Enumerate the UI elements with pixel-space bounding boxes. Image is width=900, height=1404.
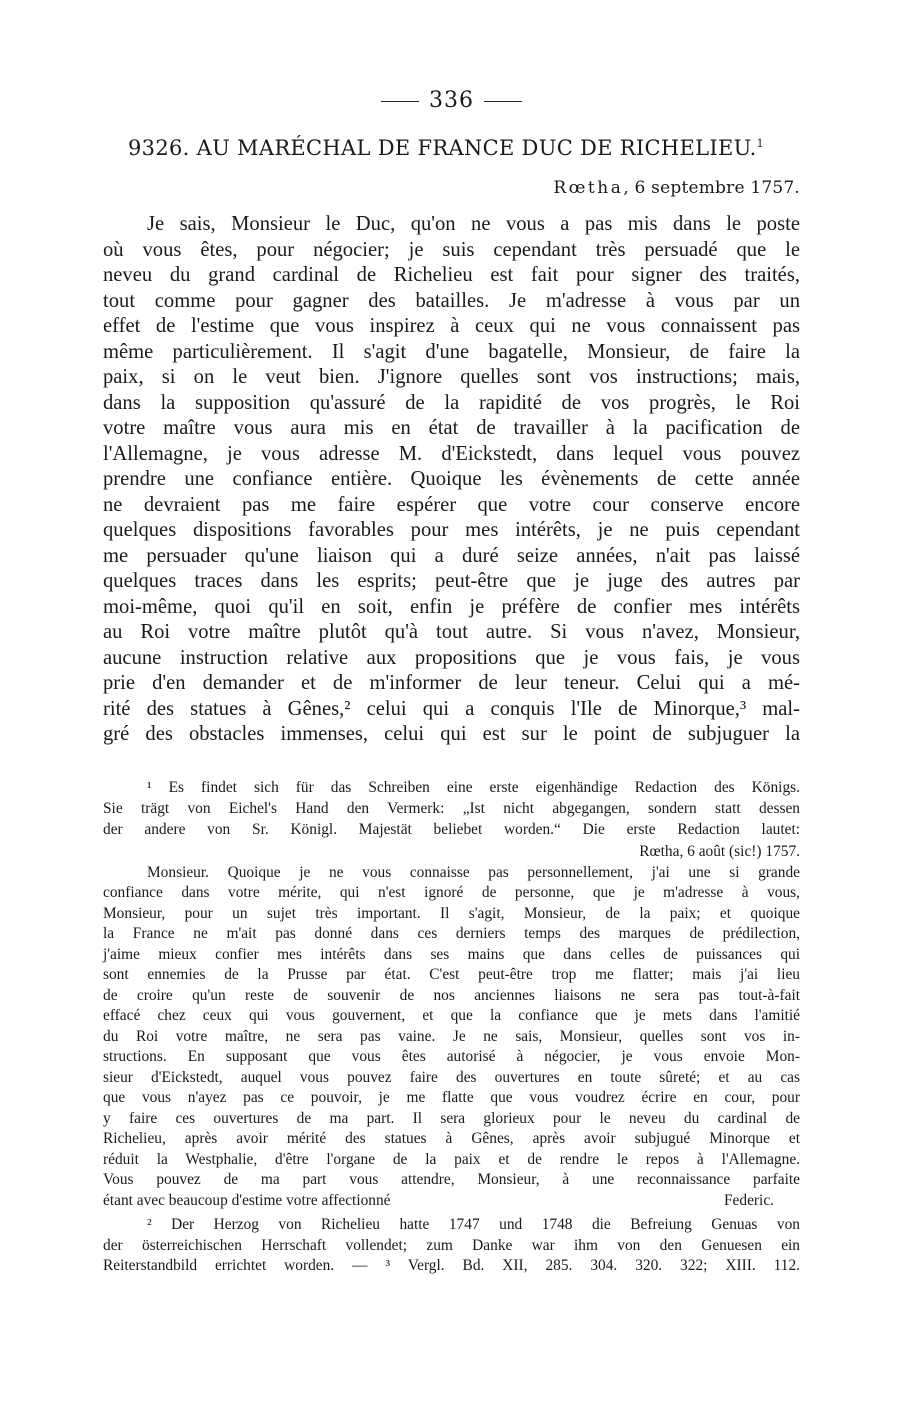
body-line: me persuader qu'une liaison qui a duré seize années, n'ait pas laissé [103,544,800,567]
body-line: quelques traces dans les esprits; peut-être que je juge des autres par [103,570,800,592]
footnote-line: ¹ Es findet sich für das Schreiben eine erste eigenhändige Redaction des Königs. [147,779,800,796]
page-number-value: 336 [429,88,474,113]
page-number-dash-right [484,101,522,102]
footnote-line: Sie trägt von Eichel's Hand den Vermerk: „Ist nicht abgegangen, sondern statt dessen [103,800,800,818]
body-line: paix, si on le veut bien. J'ignore quelles sont vos instructions; mais, [103,366,800,388]
body-line: gré des obstacles immenses, celui qui est sur le point de subjuguer la [103,723,800,745]
draft-line: Monsieur. Quoique je ne vous connaisse pas personnellement, j'ai une si grande [147,863,800,881]
footnote-line: ² Der Herzog von Richelieu hatte 1747 und 1748 die Befreiung Genuas von [147,1216,800,1234]
draft-line: Richelieu, après avoir mérité des statues à Gênes, après avoir subjugué Minorque et [103,1130,800,1148]
footnotes [103,778,800,1277]
footnote-line: der andere von Sr. Königl. Majestät beliebet worden.“ Die erste Redaction lautet: [103,821,800,839]
body-line: votre maître vous aura mis en état de travailler à la pacification de [103,417,800,439]
body-line: où vous êtes, pour négocier; je suis cependant très persuadé que le [103,238,800,261]
body-line: dans la supposition qu'assuré de la rapidité de vos progrès, le Roi [103,391,800,414]
body-line: tout comme pour gagner des batailles. Je m'adresse à vous par un [103,289,800,312]
draft-line: la France ne m'ait pas donné dans ces derniers temps des marques de prédilection, [103,925,800,943]
footnote-line: Reiterstandbild errichtet worden. — ³ Vergl. Bd. XII, 285. 304. 320. 322; XIII. 112. [103,1257,800,1275]
body-line: effet de l'estime que vous inspirez à ceux qui ne vous connaissent pas [103,315,800,337]
draft-line: effacé chez ceux qui vous gouvernent, et que la confiance que je mets dans l'amitié [103,1007,800,1025]
draft-line: sont ennemies de la Prusse par état. C'est peut-être trop me flatter; mais j'ai lieu [103,966,800,984]
draft-line: confiance dans votre mérite, qui n'est ignoré de personne, que je m'adresse à vous, [103,884,800,902]
footnote-2 [103,1215,800,1277]
body-line: au Roi votre maître plutôt qu'à tout autre. Si vous n'avez, Monsieur, [103,621,800,643]
draft-closing-text: étant avec beaucoup d'estime votre affectionné [103,1191,391,1209]
draft-line: que vous n'ayez pas ce pouvoir, je me flatte que vous voudrez écrire en cour, pour [103,1089,800,1107]
draft-line: y faire ces ouvertures de ma part. Il sera glorieux pour le neveu du cardinal de [103,1109,800,1127]
footnote-1 [103,778,800,1211]
body-line: aucune instruction relative aux propositions que je vous fais, je vous [103,646,800,669]
body-line: Je sais, Monsieur le Duc, qu'on ne vous a pas mis dans le poste [147,213,800,235]
body-line: prendre une confiance entière. Quoique les évènements de cette année [103,468,800,490]
body-line: rité des statues à Gênes,² celui qui a conquis l'Ile de Minorque,³ mal- [103,697,800,720]
draft-line: j'aime mieux confier mes intérêts dans ses mains que dans celles de puissances qui [103,945,800,963]
body-line: neveu du grand cardinal de Richelieu est fait pour signer des traités, [103,264,800,286]
draft-line: réduit la Westphalie, d'être l'organe de la paix et de rendre le repos à l'Allemagne. [103,1150,800,1168]
draft-line: sieur d'Eickstedt, auquel vous pouvez faire des ouvertures en toute sûreté; et au cas [103,1068,800,1086]
page-number [103,88,800,113]
dateline-place: Rœtha [553,178,624,198]
page-number-dash-left [381,101,419,102]
draft-signature: Federic. [724,1191,774,1209]
body-line: moi-même, quoi qu'il en soit, enfin je préfère de confier mes intérêts [103,595,800,618]
body-line: ne devraient pas me faire espérer que votre cour conserve encore [103,493,800,516]
draft-line: Vous pouvez de ma part vous attendre, Monsieur, à une reconnaissance parfaite [103,1171,800,1189]
letter-number: 9326. [128,136,190,160]
body-line: même particulièrement. Il s'agit d'une bagatelle, Monsieur, de faire la [103,340,800,363]
footnote-line: der österreichischen Herrschaft vollendet; zum Danke war ihm von den Genuesen ein [103,1236,800,1254]
letter-body [103,212,800,748]
dateline-date: , 6 septembre 1757. [623,178,800,198]
letter-heading [128,136,764,160]
body-line: l'Allemagne, je vous adresse M. d'Eickstedt, dans lequel vous pouvez [103,442,800,465]
body-line: prie d'en demander et de m'informer de leur teneur. Celui qui a mé- [103,672,800,694]
body-line: quelques dispositions favorables pour mes intérêts, je ne puis cependant [103,519,800,541]
draft-closing [103,1191,800,1212]
letter-title: AU MARÉCHAL DE FRANCE DUC DE RICHELIEU. [196,136,757,160]
letter-dateline [553,178,800,198]
draft-line: de croire qu'un reste de souvenir de nos anciennes liaisons ne sera pas tout-à-fait [103,986,800,1004]
draft-line: du Roi votre maître, ne sera pas vaine. Je ne sais, Monsieur, quelles sont vos in- [103,1027,800,1045]
draft-line: structions. En supposant que vous êtes autorisé à négocier, je vous envoie Mon- [103,1048,800,1066]
draft-line: Monsieur, pour un sujet très important. Il s'agit, Monsieur, de la paix; et quoique [103,904,800,922]
draft-dateline: Rœtha, 6 août (sic!) 1757. [639,842,800,860]
heading-footnote-marker: 1 [756,137,764,150]
